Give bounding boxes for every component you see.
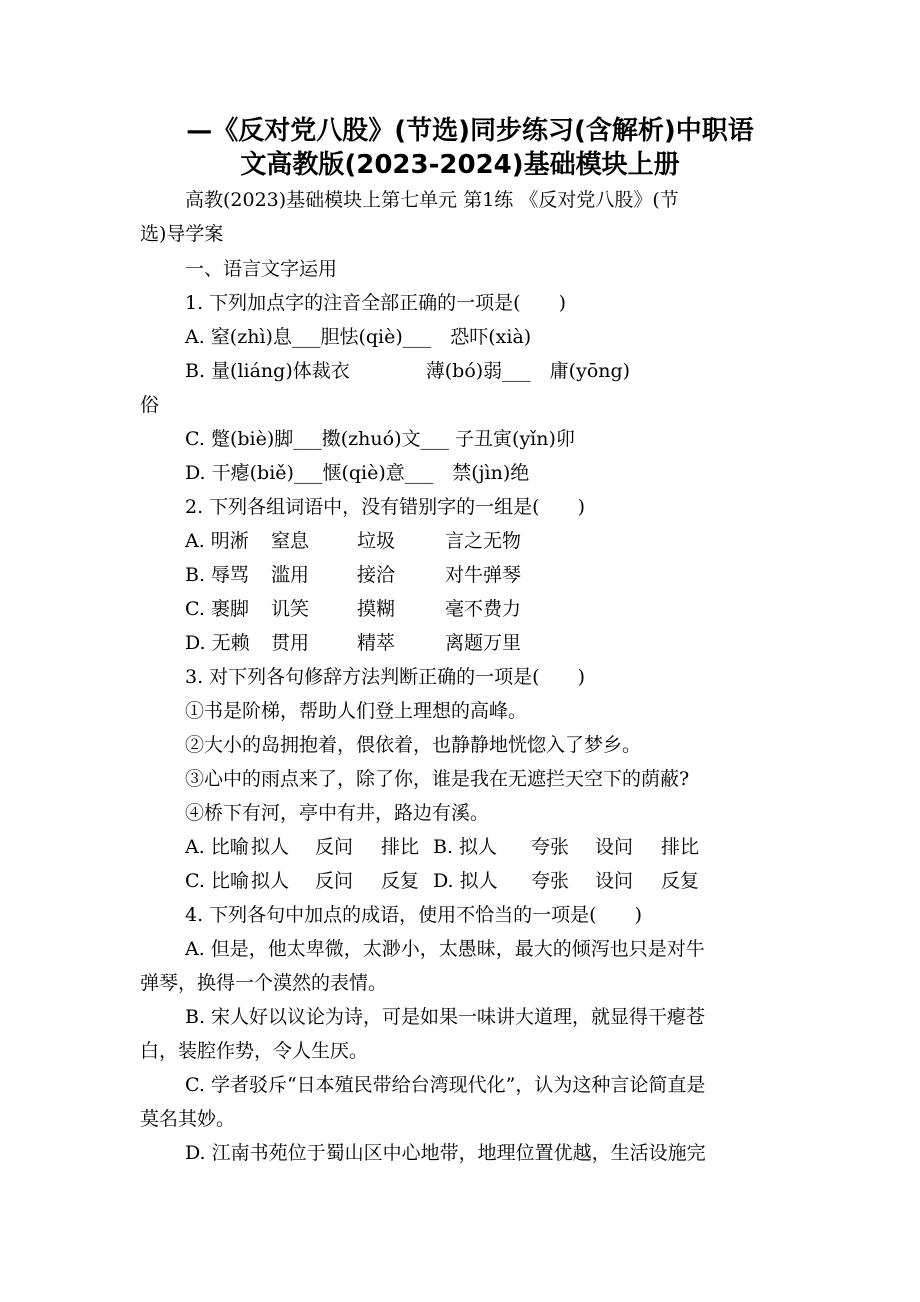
question-3-sentence-1: ①书是阶梯，帮助人们登上理想的高峰。 <box>185 700 528 722</box>
question-2-stem: 2. 下列各组词语中，没有错别字的一组是( ) <box>185 496 585 518</box>
question-1-option-d: D. 干瘪(biě)___惬(qiè)意___ 禁(jìn)绝 <box>185 462 530 484</box>
section-heading: 一、语言文字运用 <box>185 258 338 280</box>
question-2-option-b <box>185 561 521 589</box>
option-word: 反复 <box>661 870 700 892</box>
option-word: 滥用 <box>271 564 310 586</box>
question-3-sentence-4: ④桥下有河，亭中有井，路边有溪。 <box>185 802 490 824</box>
option-word: C. 裹脚 <box>185 598 249 620</box>
document-title-line-1: —《反对党八股》(节选)同步练习(含解析)中职语 <box>186 116 754 146</box>
question-4-option-a-continued: 弹琴，换得一个漠然的表情。 <box>140 972 388 994</box>
option-word: 夸张 <box>531 836 570 858</box>
option-word: B. 拟人 <box>433 836 498 858</box>
question-2-option-c <box>185 595 521 623</box>
question-4-option-a: A. 但是，他太卑微，太渺小，太愚昧，最大的倾泻也只是对牛 <box>185 938 705 960</box>
question-3-sentence-2: ②大小的岛拥抱着，偎依着，也静静地恍惚入了梦乡。 <box>185 734 642 756</box>
option-word: 贯用 <box>271 632 310 654</box>
option-word: 精萃 <box>357 632 396 654</box>
question-4-stem: 4. 下列各句中加点的成语，使用不恰当的一项是( ) <box>185 904 642 926</box>
option-word: 离题万里 <box>445 632 522 654</box>
option-word: 排比 <box>381 836 420 858</box>
option-word: 拟人 <box>251 836 290 858</box>
option-word: 设问 <box>595 870 634 892</box>
question-1-option-c: C. 蹩(biè)脚___擞(zhuó)文___ 子丑寅(yǐn)卯 <box>185 428 575 450</box>
intro-line-2: 选)导学案 <box>140 223 224 245</box>
question-2-option-d <box>185 629 521 657</box>
option-word: A. 比喻 <box>185 836 249 858</box>
option-word: B. 辱骂 <box>185 564 250 586</box>
option-word: 对牛弹琴 <box>445 564 522 586</box>
question-1-option-b-continued: 俗 <box>140 394 160 416</box>
question-1-stem: 1. 下列加点字的注音全部正确的一项是( ) <box>185 292 566 314</box>
question-4-option-b-continued: 白，装腔作势，令人生厌。 <box>140 1040 369 1062</box>
question-2-option-a <box>185 527 521 555</box>
question-4-option-b: B. 宋人好以议论为诗，可是如果一味讲大道理，就显得干瘪苍 <box>185 1006 706 1028</box>
question-3-stem: 3. 对下列各句修辞方法判断正确的一项是( ) <box>185 666 585 688</box>
intro-line-1: 高教(2023)基础模块上第七单元 第1练 《反对党八股》(节 <box>185 189 679 211</box>
option-word: 排比 <box>661 836 700 858</box>
question-3-sentence-3: ③心中的雨点来了，除了你，谁是我在无遮拦天空下的荫蔽? <box>185 768 690 790</box>
question-3-options-row-2 <box>185 867 699 895</box>
option-word: 反复 <box>381 870 420 892</box>
option-word: 摸糊 <box>357 598 396 620</box>
question-4-option-c: C. 学者驳斥“日本殖民带给台湾现代化”，认为这种言论简直是 <box>185 1074 706 1096</box>
option-word: 讥笑 <box>271 598 310 620</box>
document-title-line-2: 文高教版(2023-2024)基础模块上册 <box>240 150 680 180</box>
option-word: C. 比喻 <box>185 870 249 892</box>
option-word: A. 明淅 <box>185 530 249 552</box>
option-word: 毫不费力 <box>445 598 522 620</box>
option-word: 垃圾 <box>357 530 396 552</box>
option-word: 反问 <box>315 836 354 858</box>
option-word: 窒息 <box>271 530 310 552</box>
question-4-option-c-continued: 莫名其妙。 <box>140 1108 236 1130</box>
option-word: 夸张 <box>531 870 570 892</box>
question-1-option-a: A. 窒(zhì)息___胆怯(qiè)___ 恐吓(xià) <box>185 326 532 348</box>
question-1-option-b: B. 量(liáng)体裁衣 薄(bó)弱___ 庸(yōng) <box>185 360 631 382</box>
option-word: D. 拟人 <box>433 870 498 892</box>
option-word: 拟人 <box>251 870 290 892</box>
option-word: 反问 <box>315 870 354 892</box>
question-4-option-d: D. 江南书苑位于蜀山区中心地带，地理位置优越，生活设施完 <box>185 1142 706 1164</box>
question-3-options-row-1 <box>185 833 699 861</box>
option-word: 接洽 <box>357 564 396 586</box>
option-word: 言之无物 <box>445 530 522 552</box>
option-word: 设问 <box>595 836 634 858</box>
option-word: D. 无赖 <box>185 632 250 654</box>
